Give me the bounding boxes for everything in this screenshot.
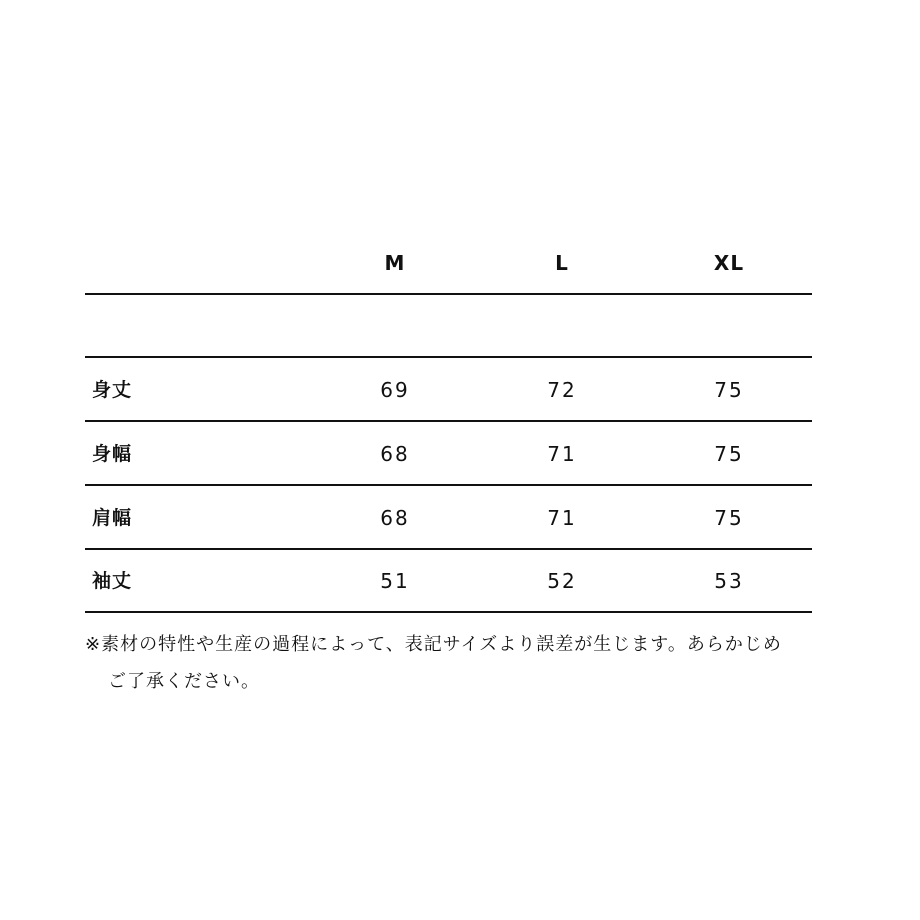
row-divider	[85, 420, 812, 422]
table-bottom-rule	[85, 611, 812, 613]
row-label-body-length: 身丈	[92, 379, 133, 401]
table-row-body-width	[0, 441, 920, 467]
row-label-body-width: 身幅	[92, 443, 133, 465]
cell-value: 72	[547, 378, 577, 402]
table-row-shoulder-width	[0, 505, 920, 531]
column-header-l: L	[555, 251, 569, 275]
header-divider	[85, 293, 812, 295]
row-divider	[85, 484, 812, 486]
table-row-body-length	[0, 377, 920, 403]
column-header-m: M	[384, 251, 406, 275]
cell-value: 69	[380, 378, 410, 402]
cell-value: 75	[714, 506, 744, 530]
cell-value: 71	[547, 442, 577, 466]
cell-value: 53	[714, 569, 744, 593]
cell-value: 68	[380, 442, 410, 466]
table-header-row	[0, 250, 920, 276]
row-label-shoulder-width: 肩幅	[92, 507, 133, 529]
table-row-sleeve-length	[0, 568, 920, 594]
row-label-sleeve-length: 袖丈	[92, 570, 133, 592]
cell-value: 52	[547, 569, 577, 593]
row-divider	[85, 548, 812, 550]
column-header-xl: XL	[713, 251, 745, 275]
cell-value: 75	[714, 378, 744, 402]
table-divider	[85, 356, 812, 358]
footnote-line-2: ご了承ください。	[108, 671, 260, 692]
cell-value: 75	[714, 442, 744, 466]
cell-value: 51	[380, 569, 410, 593]
cell-value: 68	[380, 506, 410, 530]
footnote-line-1: ※素材の特性や生産の過程によって、表記サイズより誤差が生じます。あらかじめ	[85, 634, 782, 655]
cell-value: 71	[547, 506, 577, 530]
